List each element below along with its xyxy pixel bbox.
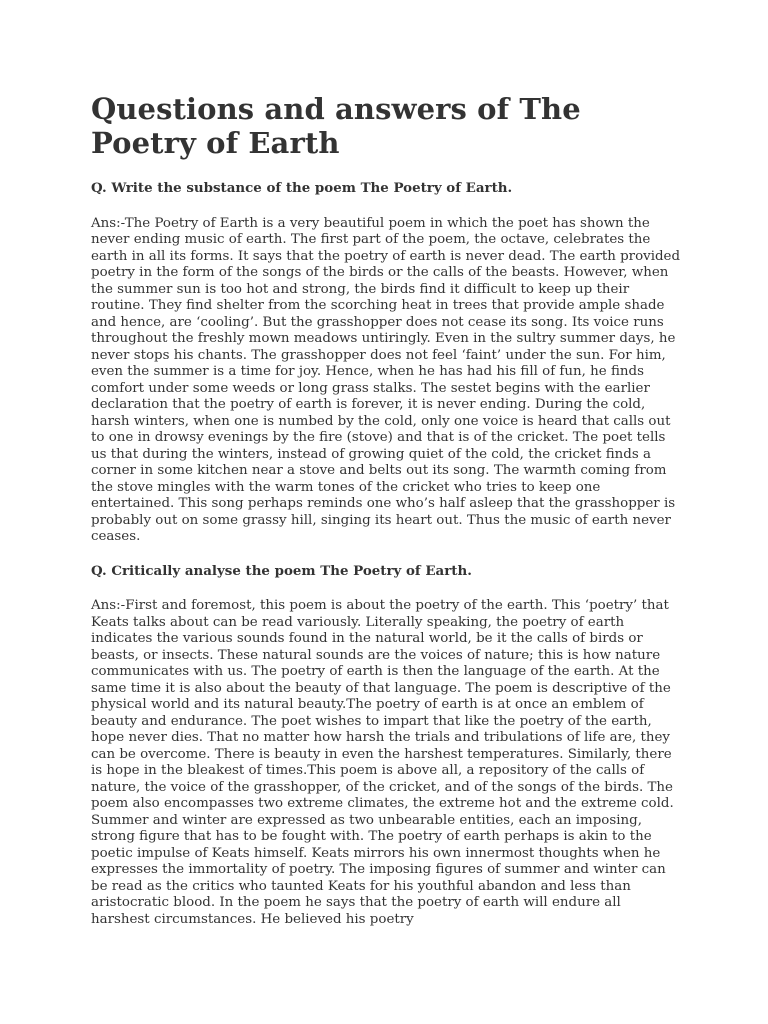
- document-page: [91, 92, 681, 928]
- page-title: Questions and answers of The Poetry of Earth: [91, 92, 581, 160]
- question-2: Q. Critically analyse the poem The Poetry of Earth.: [91, 562, 472, 579]
- answer-1: Ans:-The Poetry of Earth is a very beautiful poem in which the poet has shown the never ending music of earth. The first part of the poem, the octave, celebrates the earth in all its forms. It says that the poetry of earth is never dead. The earth provided poetry in the form of the songs of the birds or the calls of the beasts. However, when the summer sun is too hot and strong, the birds find it difficult to keep up their routine. They find shelter from the scorching heat in trees that provide ample shade and hence, are ‘cooling’. But the grasshopper does not cease its song. Its voice runs throughout the freshly mown meadows untiringly. Even in the sultry summer days, he never stops his chants. The grasshopper does not feel ‘faint’ under the sun. For him, even the summer is a time for joy. Hence, when he has had his fill of fun, he finds comfort under some weeds or long grass stalks. The sestet begins with the earlier declaration that the poetry of earth is forever, it is never ending. During the cold, harsh winters, when one is numbed by the cold, only one voice is heard that calls out to one in drowsy evenings by the fire (stove) and that is of the cricket. The poet tells us that during the winters, instead of growing quiet of the cold, the cricket finds a corner in some kitchen near a stove and belts out its song. The warmth coming from the stove mingles with the warm tones of the cricket who tries to keep one entertained. This song perhaps reminds one who’s half asleep that the grasshopper is probably out on some grassy hill, singing its heart out. Thus the music of earth never ceases.: [91, 215, 681, 544]
- question-1: Q. Write the substance of the poem The Poetry of Earth.: [91, 180, 513, 196]
- answer-2: Ans:-First and foremost, this poem is about the poetry of the earth. This ‘poetry’ that Keats talks about can be read variously. Literally speaking, the poetry of earth indicates the various sounds found in the natural world, be it the calls of birds or beasts, or insects. These natural sounds are the voices of nature; this is how nature communicates with us. The poetry of earth is then the language of the earth. At the same time it is also about the beauty of that language. The poem is descriptive of the physical world and its natural beauty.The poetry of earth is at once an emblem of beauty and endurance. The poet wishes to impart that like the poetry of the earth, hope never dies. That no matter how harsh the trials and tribulations of life are, they can be overcome. There is beauty in even the harshest temperatures. Similarly, there is hope in the bleakest of times.This poem is above all, a repository of the calls of nature, the voice of the grasshopper, of the cricket, and of the songs of the birds. The poem also encompasses two extreme climates, the extreme hot and the extreme cold. Summer and winter are expressed as two unbearable entities, each an imposing, strong figure that has to be fought with. The poetry of earth perhaps is akin to the poetic impulse of Keats himself. Keats mirrors his own innermost thoughts when he expresses the immortality of poetry. The imposing figures of summer and winter can be read as the critics who taunted Keats for his youthful abandon and less than aristocratic blood. In the poem he says that the poetry of earth will endure all harshest circumstances. He believed his poetry: [91, 598, 674, 927]
